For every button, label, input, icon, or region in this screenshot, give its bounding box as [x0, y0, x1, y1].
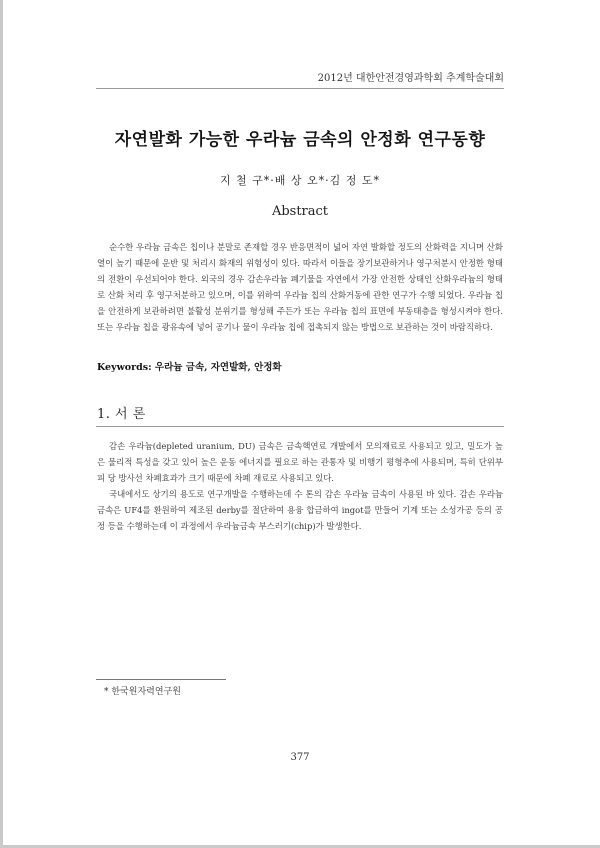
section-heading-introduction: 1. 서 론 [97, 407, 146, 422]
running-header: 2012년 대한안전경영과학회 추계학술대회 [317, 73, 504, 84]
page-number: 377 [290, 752, 310, 763]
header-divider [96, 88, 504, 89]
introduction-body [97, 438, 503, 534]
keywords-line: Keywords: 우라늄 금속, 자연발화, 안정화 [97, 362, 282, 373]
section-divider [96, 426, 504, 427]
abstract-heading: Abstract [271, 204, 329, 219]
footnote-divider [96, 679, 226, 680]
paper-title: 자연발화 가능한 우라늄 금속의 안정화 연구동향 [114, 130, 486, 150]
abstract-body [97, 239, 503, 335]
body-paragraph: 감손 우라늄(depleted uranium, DU) 금속은 금속핵연료 개발에서 모의재료로 사용되고 있고, 밀도가 높은 물리적 특성을 갖고 있어 높은 운동 에너지를 필요로 하는 관통자 및 비행기 평형추에 사용되며, 특히 단위부피 당 방사선 차폐효과가 크기 때문에 차폐 재료로 사용되고 있다. [97, 441, 503, 483]
author-list: 지 철 구*·배 상 오*·김 정 도* [219, 174, 381, 187]
body-paragraph: 국내에서도 상기의 용도로 연구개발을 수행하는데 수 톤의 감손 우라늄 금속이 사용된 바 있다. 감손 우라늄 금속은 UF4를 환원하여 제조된 derby를 절단하여 용융 합금하여 ingot를 만들어 기계 또는 소성가공 등의 공정 등을 수행하는데 이 과정에서 우라늄금속 부스러기(chip)가 발생한다. [97, 489, 503, 531]
abstract-paragraph: 순수한 우라늄 금속은 칩이나 분말로 존재할 경우 반응면적이 넓어 자연 발화할 정도의 산화력을 지니며 산화열이 높기 때문에 운반 및 처리시 화재의 위험성이 있다. 따라서 이들을 장기보관하거나 영구처분시 안정한 형태의 전환이 우선되어야 한다. 외국의 경우 감손우라늄 폐기물을 자연에서 가장 안전한 상태인 산화우라늄의 형태로 산화 처리 후 영구처분하고 있으며, 이를 위하여 우라늄 칩의 산화거동에 관한 연구가 수행 되었다. 우라늄 칩을 안전하게 보관하려면 불활성 분위기를 형성해 주든가 또는 우라늄 칩의 표면에 부동태층을 형성시켜야 한다. 또는 우라늄 칩을 광유속에 넣어 공기나 물이 우라늄 칩에 접촉되지 않는 방법으로 보관하는 것이 바람직하다. [97, 242, 503, 332]
affiliation-footnote: * 한국원자력연구원 [104, 687, 181, 697]
